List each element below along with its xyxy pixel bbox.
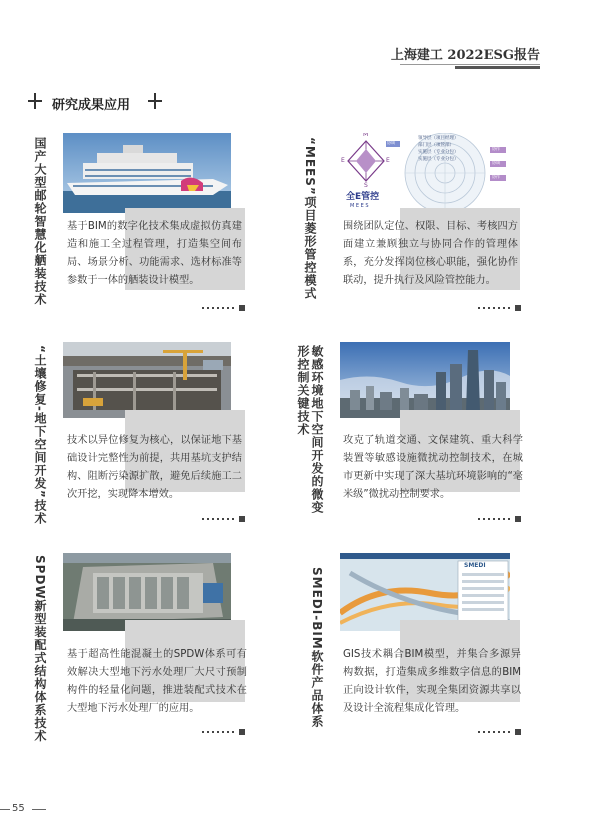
mees-ring-3: 实施层（专业分包）: [418, 150, 459, 155]
mees-ring-1: 领导层（项目经理）: [418, 136, 459, 141]
item-text-spdw: 基于超高性能混凝土的SPDW体系可有效解决大型地下污水处理厂大尺寸预制构件的轻量化问题，推进装配式技术在大型地下污水处理厂的应用。: [67, 649, 247, 714]
mees-letter-e1: E: [341, 157, 345, 164]
item-title-mees: “MEES”项目菱形管控模式: [303, 137, 317, 300]
header-rule: [400, 64, 540, 65]
item-title-deformation: 敏感环境地下空间开发的微变形控制关键技术: [296, 345, 324, 514]
mees-ring-4: 实施层（专业分包）: [418, 157, 459, 162]
mees-tag-1: 协调: [387, 140, 395, 145]
end-marker: [478, 305, 521, 311]
end-marker: [202, 729, 245, 735]
end-marker: [202, 305, 245, 311]
mees-tag-3: 协调: [492, 160, 500, 165]
page-number: 55: [12, 803, 25, 814]
mees-brand: 全E管控: [346, 192, 380, 202]
mees-letter-e2: E: [386, 157, 390, 164]
end-marker: [478, 729, 521, 735]
item-title-soil: “土壤修复-地下空间开发”技术: [33, 345, 47, 525]
end-marker: [202, 516, 245, 522]
item-text-smedi: GIS技术耦合BIM模型，并集合多源异构数据，打造集成多维数字信息的BIM正向设计软件，实现全集团资源共享以及设计全流程集成化管理。: [343, 649, 521, 714]
item-text-deformation: 攻克了轨道交通、文保建筑、重大科学装置等敏感设施微扰动控制技术，在城市更新中实现了深大基坑环境影响的“毫米级”微扰动控制要求。: [343, 435, 523, 500]
item-text-mees: 围绕团队定位、权限、目标、考核四方面建立兼顾独立与协同合作的管理体系，充分发挥岗位核心职能，强化协作联动，提升执行及风险管控能力。: [343, 221, 518, 286]
cruise-ship-photo: [63, 133, 231, 213]
page-number-rule-right: [32, 809, 46, 810]
item-text-soil: 技术以异位修复为核心，以保证地下基础设计完整性为前提，共用基坑支护结构、阻断污染源扩散，避免后续施工二次开挖，实现降本增效。: [67, 435, 242, 500]
mees-letter-s: S: [364, 182, 368, 189]
item-text-cruise: 基于BIM的数字化技术集成虚拟仿真建造和施工全过程管理，打造集空间布局、场景分析、功能需求、选材标准等参数于一体的舾装设计模型。: [67, 221, 242, 286]
excavation-photo: [63, 342, 231, 418]
mees-tag-4: 协作: [492, 174, 500, 179]
item-title-cruise: 国产大型邮轮智慧化舾装技术: [33, 137, 47, 306]
smedi-logo-text: SMEDI: [464, 562, 486, 569]
mees-brand-sub: M E E S: [350, 203, 369, 209]
section-title: 研究成果应用: [52, 98, 131, 113]
city-skyline-photo: [340, 342, 510, 418]
item-title-smedi: SMEDI-BIM软件产品体系: [310, 567, 324, 728]
section-bracket-right: [148, 93, 162, 107]
mees-letter-m: M: [363, 133, 369, 138]
mees-tag-2: 协作: [492, 146, 500, 151]
item-title-spdw: SPDW新型装配式结构体系技术: [33, 555, 47, 743]
mees-diagram: [340, 133, 510, 215]
report-header-title: 上海建工 2022ESG报告: [390, 48, 540, 63]
header-bar: [455, 66, 540, 69]
page-number-rule-left: [0, 809, 10, 810]
section-bracket-left: [28, 93, 42, 107]
mees-ring-2: 部门层（项管部）: [418, 143, 454, 148]
end-marker: [478, 516, 521, 522]
